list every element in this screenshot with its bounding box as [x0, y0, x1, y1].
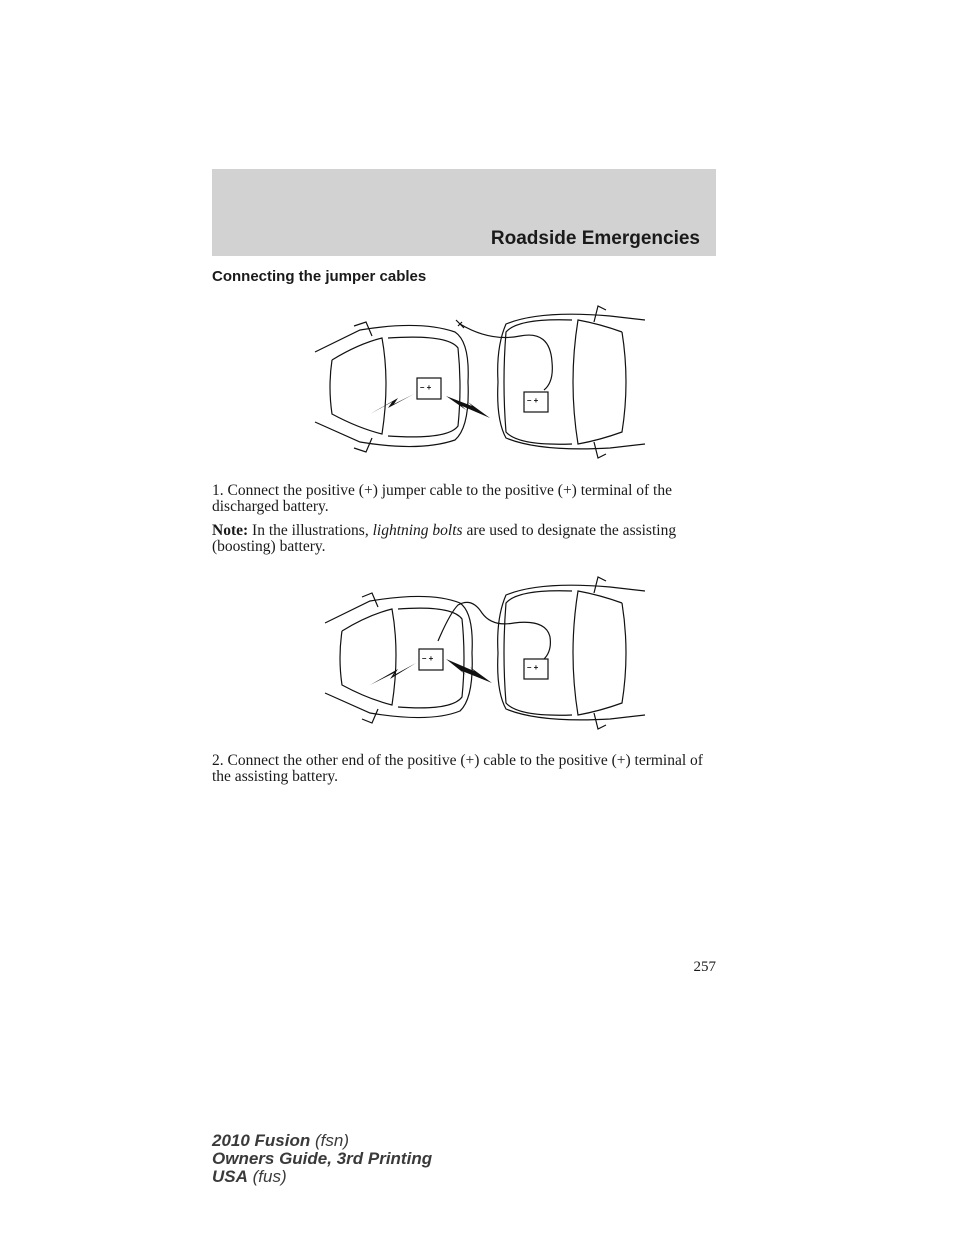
jumper-illustration-step2	[310, 573, 650, 733]
right-car-windshield	[573, 591, 626, 715]
footer-line-2	[212, 1150, 432, 1168]
footer-region-code: (fus)	[247, 1167, 287, 1186]
left-car-body	[315, 325, 468, 446]
left-car-windshield	[340, 609, 396, 705]
jumper-illustration-step1	[310, 302, 650, 462]
note-text-end: are used to designate the assisting (boosting) battery.	[212, 522, 677, 555]
footer-model: 2010 Fusion	[212, 1131, 311, 1150]
right-car-mirror-top	[594, 306, 606, 322]
right-battery-label: – +	[527, 396, 539, 405]
note-paragraph	[212, 523, 712, 555]
footer-region: USA	[212, 1167, 248, 1186]
page-number: 257	[693, 959, 716, 975]
footer-line-1	[212, 1132, 432, 1150]
footer-model-code: (fsn)	[310, 1131, 349, 1150]
right-car-hood-line	[504, 591, 572, 716]
cable-clamp-icon	[456, 320, 464, 328]
lightning-bolt-left-icon	[370, 663, 416, 685]
left-car-windshield	[330, 338, 386, 434]
document-footer	[212, 1132, 432, 1186]
note-emphasis: lightning bolts	[372, 522, 463, 539]
note-text-start: In the illustrations,	[248, 522, 373, 539]
left-battery-label: – +	[420, 383, 432, 392]
left-battery-label: – +	[422, 654, 434, 663]
jumper-cable	[438, 602, 550, 659]
lightning-bolt-right-icon	[446, 659, 492, 683]
left-car-mirror-top	[362, 593, 378, 607]
right-car-mirror-top	[594, 577, 606, 593]
note-label: Note:	[212, 522, 249, 539]
right-battery-label: – +	[527, 663, 539, 672]
footer-printing: Owners Guide, 3rd Printing	[212, 1149, 433, 1168]
step-1-text: 1. Connect the positive (+) jumper cable to the positive (+) terminal of the discharged battery.	[212, 482, 672, 515]
footer-line-3	[212, 1168, 432, 1186]
subsection-heading: Connecting the jumper cables	[212, 268, 427, 285]
lightning-bolt-left-icon	[370, 394, 414, 414]
right-car-windshield	[573, 320, 626, 444]
left-car-body	[325, 596, 472, 717]
right-car-mirror-bottom	[594, 713, 606, 729]
header-band	[212, 169, 716, 256]
step-2-text: 2. Connect the other end of the positive (+) cable to the positive (+) terminal of the assisting battery.	[212, 752, 703, 785]
right-car-hood-line	[504, 320, 572, 445]
right-car-mirror-bottom	[594, 442, 606, 458]
section-title: Roadside Emergencies	[490, 228, 700, 249]
